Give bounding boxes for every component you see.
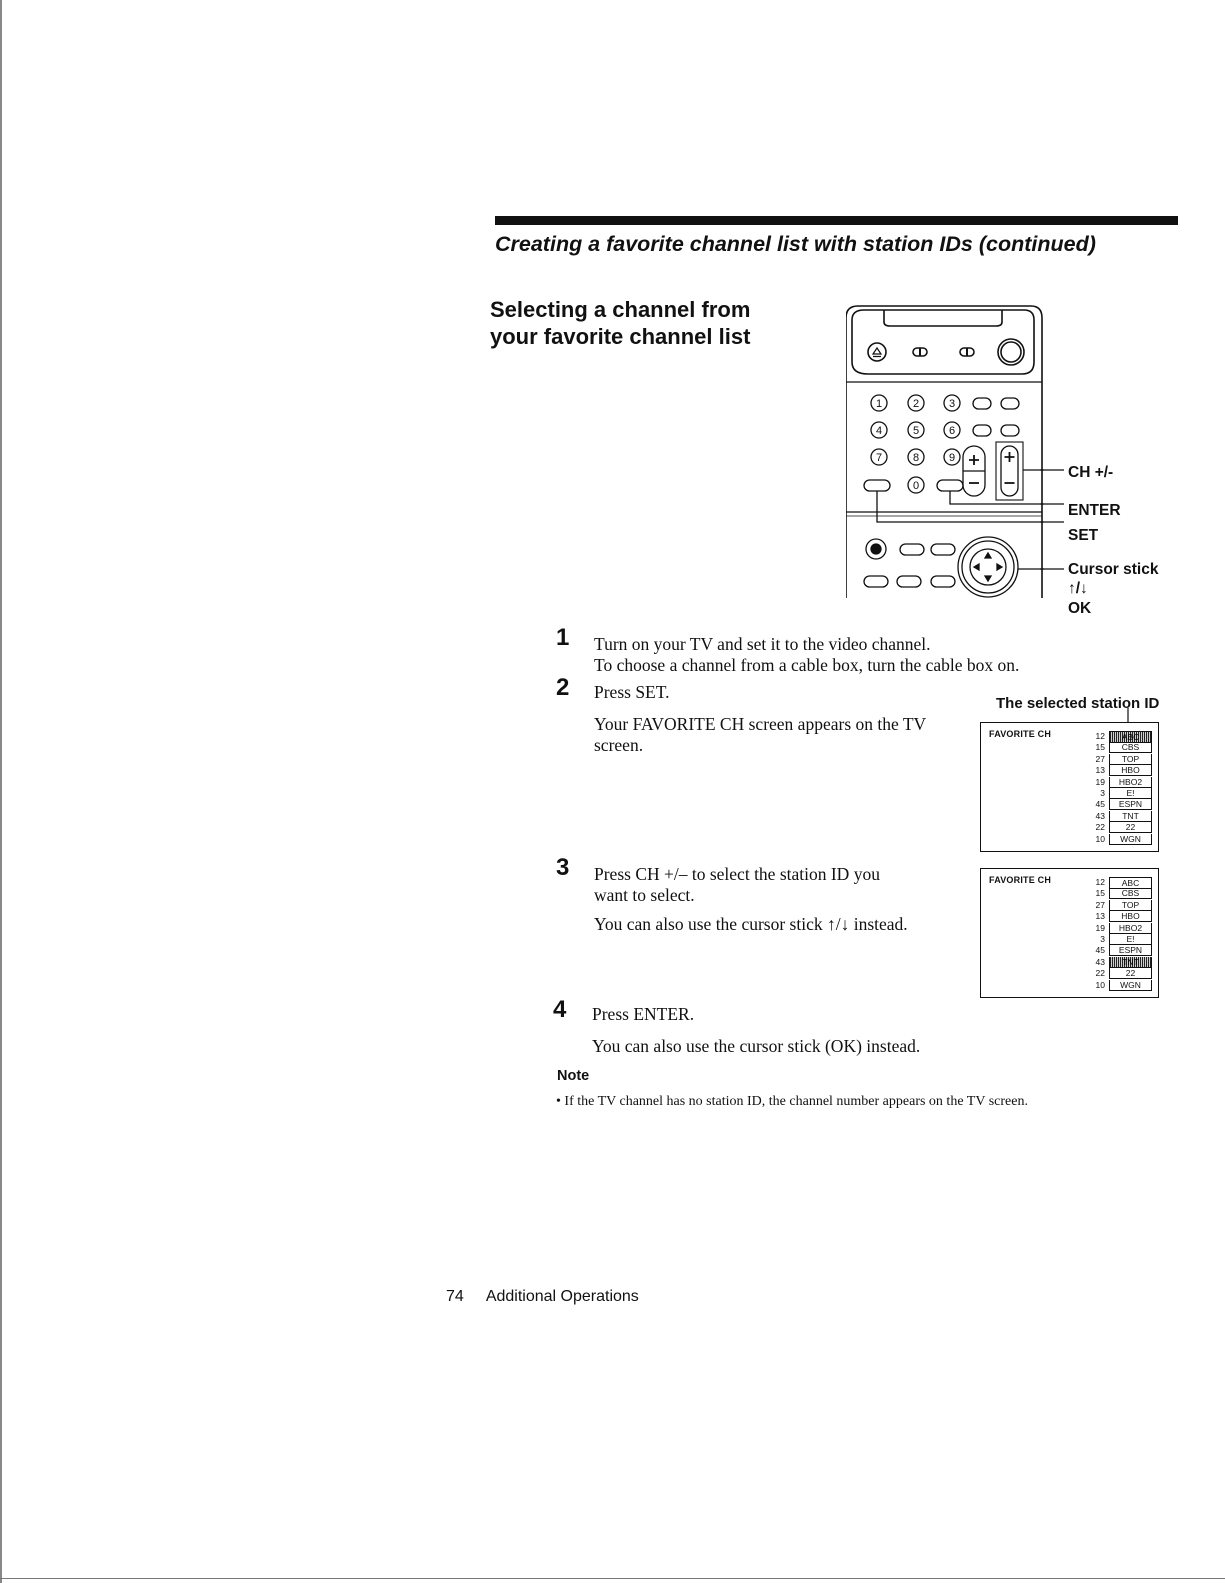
callout-enter: ENTER — [1068, 502, 1121, 519]
step-1-text — [594, 634, 1019, 676]
station-id: TNT — [1109, 957, 1152, 968]
station-id: WGN — [1109, 834, 1152, 845]
step-4-number: 4 — [553, 996, 567, 1023]
channel-number: 43 — [1095, 810, 1105, 821]
channel-number: 27 — [1095, 753, 1105, 764]
step-2-line2: Your FAVORITE CH screen appears on the TV — [594, 714, 927, 734]
screen-1-title: FAVORITE CH — [989, 729, 1052, 739]
channel-number: 15 — [1095, 888, 1105, 899]
scan-left-edge — [0, 0, 2, 1583]
station-id: E! — [1109, 934, 1152, 945]
subsection-heading — [490, 296, 820, 350]
footer-section-name: Additional Operations — [485, 1288, 639, 1305]
step-2-line3: screen. — [594, 735, 644, 755]
channel-row — [1081, 911, 1153, 921]
channel-row — [1081, 968, 1153, 978]
key-7: 7 — [875, 452, 883, 464]
channel-row — [1081, 765, 1153, 775]
station-id: CBS — [1109, 742, 1152, 753]
channel-row — [1081, 754, 1153, 764]
power-button-icon — [998, 339, 1024, 365]
channel-row — [1081, 811, 1153, 821]
key-1: 1 — [875, 398, 883, 410]
callout-set: SET — [1068, 527, 1099, 544]
channel-row — [1081, 799, 1153, 809]
station-id: ESPN — [1109, 799, 1152, 810]
callout-up-down-arrows: ↑/↓ — [1068, 580, 1088, 597]
station-id: HBO2 — [1109, 777, 1152, 788]
channel-row — [1081, 957, 1153, 967]
enter-button — [937, 480, 963, 491]
channel-number: 13 — [1095, 765, 1105, 776]
step-3-line2: want to select. — [594, 885, 695, 905]
channel-number: 22 — [1095, 822, 1105, 833]
remote-display-window — [884, 310, 1002, 326]
section-title: Creating a favorite channel list with station IDs (continued) — [495, 232, 1096, 256]
step-1-line1: Turn on your TV and set it to the video channel. — [594, 634, 931, 654]
channel-number: 3 — [1100, 934, 1105, 944]
channel-number: 19 — [1095, 922, 1105, 933]
step-1-number: 1 — [556, 624, 570, 651]
station-id: HBO — [1109, 911, 1152, 922]
channel-number: 45 — [1095, 945, 1105, 956]
step-4-line2: You can also use the cursor stick (OK) instead. — [592, 1036, 921, 1056]
ch-plus-icon — [969, 455, 979, 465]
channel-number: 3 — [1100, 788, 1105, 798]
screen-2-title: FAVORITE CH — [989, 875, 1052, 885]
key-4: 4 — [875, 425, 883, 437]
station-id: TOP — [1109, 754, 1152, 765]
channel-row — [1081, 777, 1153, 787]
step-1-line2: To choose a channel from a cable box, turn the cable box on. — [594, 655, 1020, 675]
remote-control-illustration — [846, 300, 1046, 600]
channel-number: 22 — [1095, 968, 1105, 979]
channel-row — [1081, 934, 1153, 944]
channel-number: 43 — [1095, 956, 1105, 967]
step-3-number: 3 — [556, 854, 570, 881]
page-footer — [446, 1288, 639, 1306]
channel-row — [1081, 877, 1153, 887]
key-0: 0 — [912, 480, 920, 492]
favorite-ch-screen-1 — [980, 722, 1159, 852]
station-id: HBO — [1109, 765, 1152, 776]
key-2: 2 — [912, 398, 920, 410]
key-3: 3 — [948, 398, 956, 410]
step-2-line1: Press SET. — [594, 682, 670, 702]
channel-number: 10 — [1095, 979, 1105, 990]
set-button — [864, 480, 890, 491]
channel-number: 13 — [1095, 911, 1105, 922]
favorite-ch-screen-2 — [980, 868, 1159, 998]
channel-number: 19 — [1095, 776, 1105, 787]
channel-number: 27 — [1095, 899, 1105, 910]
station-id: TNT — [1109, 811, 1152, 822]
scan-bottom-edge — [0, 1578, 1225, 1579]
channel-row — [1081, 980, 1153, 990]
key-5: 5 — [912, 425, 920, 437]
station-id: 22 — [1109, 968, 1152, 979]
key-6: 6 — [948, 425, 956, 437]
callout-ok: OK — [1068, 600, 1092, 617]
station-id: WGN — [1109, 980, 1152, 991]
key-8: 8 — [912, 452, 920, 464]
header-rule — [495, 216, 1178, 225]
selected-station-caption: The selected station ID — [996, 695, 1160, 712]
key-9: 9 — [948, 452, 956, 464]
channel-row — [1081, 834, 1153, 844]
subsection-heading-line2: your favorite channel list — [490, 324, 751, 349]
channel-row — [1081, 788, 1153, 798]
step-4-line1: Press ENTER. — [592, 1004, 695, 1024]
station-id: TOP — [1109, 900, 1152, 911]
station-id: E! — [1109, 788, 1152, 799]
channel-row — [1081, 742, 1153, 752]
note-text: • If the TV channel has no station ID, the channel number appears on the TV screen. — [556, 1094, 1028, 1109]
number-keypad — [864, 395, 1023, 500]
channel-row — [1081, 731, 1153, 741]
channel-number: 12 — [1095, 877, 1105, 887]
cursor-stick-icon — [958, 537, 1018, 597]
channel-number: 10 — [1095, 833, 1105, 844]
channel-number: 45 — [1095, 799, 1105, 810]
station-id: 22 — [1109, 822, 1152, 833]
station-id: ABC — [1109, 731, 1152, 743]
station-id: HBO2 — [1109, 923, 1152, 934]
channel-number: 12 — [1095, 731, 1105, 741]
step-3-line3: You can also use the cursor stick ↑/↓ instead. — [594, 914, 908, 934]
channel-row — [1081, 923, 1153, 933]
step-2-detail — [594, 714, 926, 756]
channel-number: 15 — [1095, 742, 1105, 753]
step-3-line1: Press CH +/– to select the station ID you — [594, 864, 880, 884]
page-number: 74 — [446, 1288, 464, 1305]
step-2-number: 2 — [556, 674, 570, 701]
station-id: ABC — [1109, 877, 1152, 889]
callout-ch: CH +/- — [1068, 464, 1114, 481]
callout-cursor-stick: Cursor stick — [1068, 561, 1159, 578]
bottom-buttons — [864, 539, 955, 587]
station-id: CBS — [1109, 888, 1152, 899]
channel-row — [1081, 945, 1153, 955]
callout-leaders — [1040, 300, 1070, 600]
note-label: Note — [557, 1068, 590, 1084]
subsection-heading-line1: Selecting a channel from — [490, 297, 751, 322]
channel-row — [1081, 888, 1153, 898]
step-3-text — [594, 864, 880, 906]
station-id: ESPN — [1109, 945, 1152, 956]
channel-row — [1081, 822, 1153, 832]
channel-row — [1081, 900, 1153, 910]
eject-button-icon — [868, 343, 886, 361]
